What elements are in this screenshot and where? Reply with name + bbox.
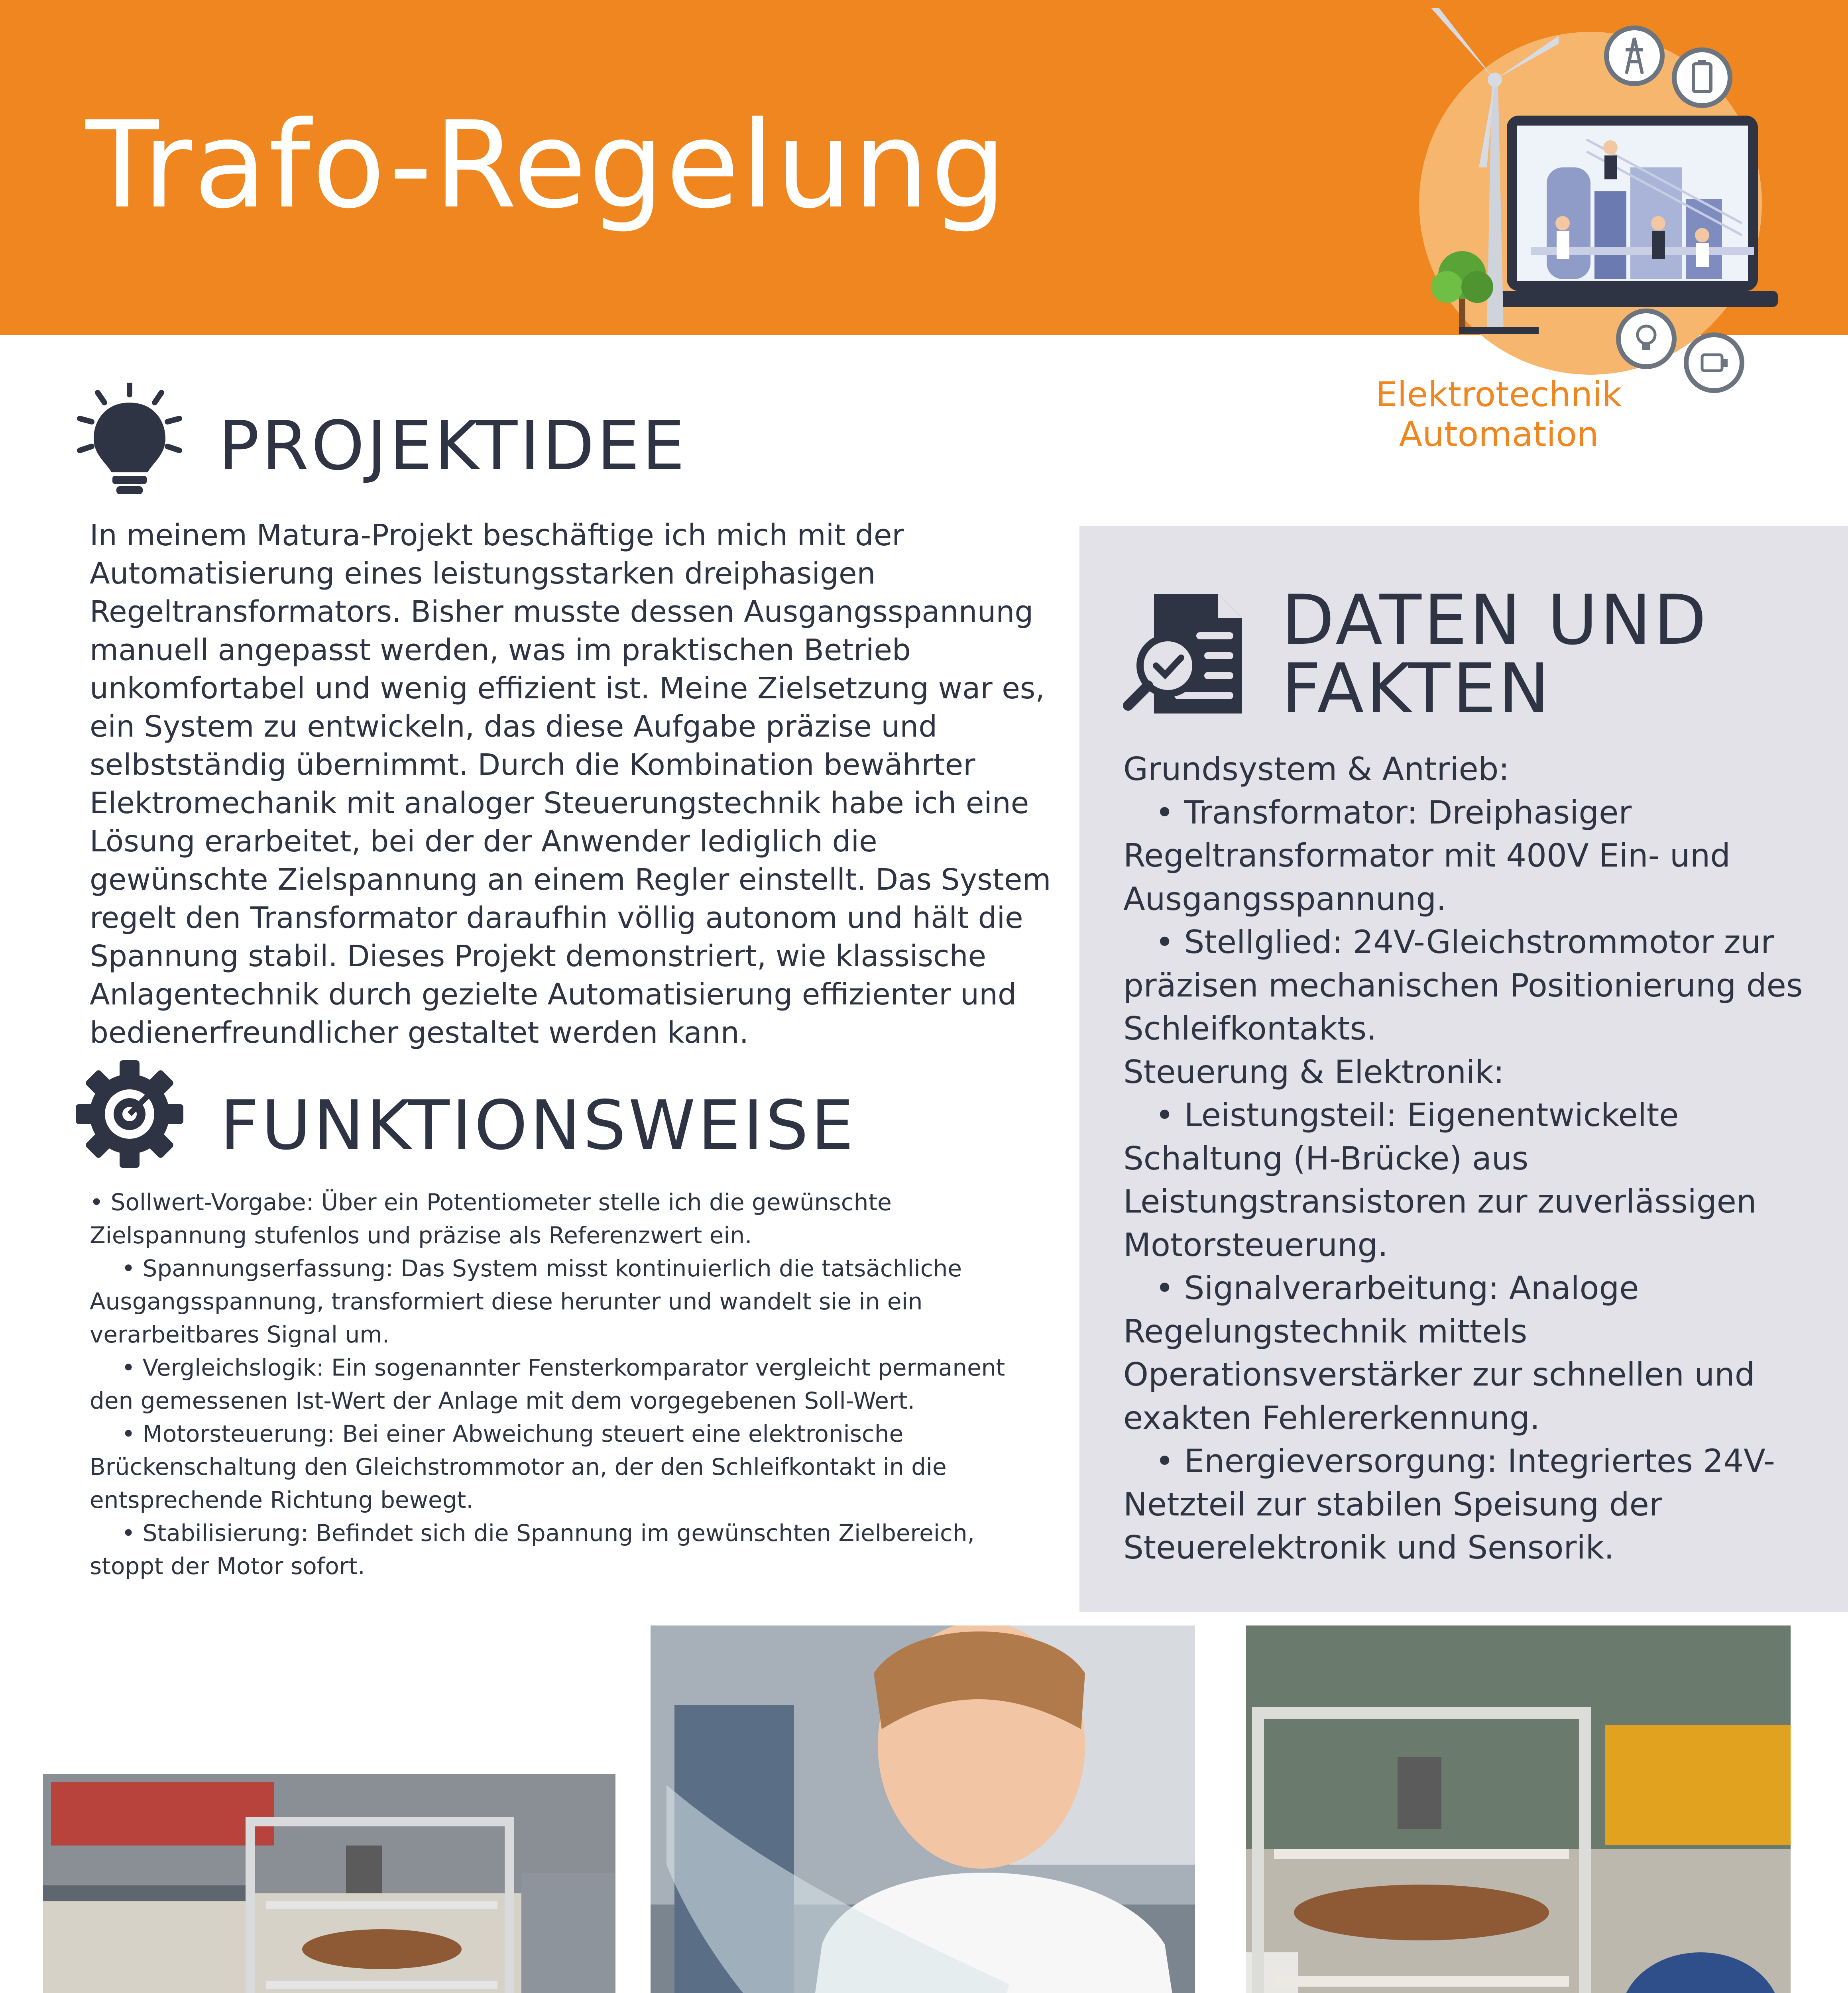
photo-cabinet-closeup — [1246, 1625, 1791, 1993]
list-item: • Leistungsteil: Eigenentwickelte Schaltung (H-Brücke) aus Leistungstransistoren zur zuverlässigen Motorsteuerung. — [1123, 1097, 1757, 1264]
list-item: • Signalverarbeitung: Analoge Regelungstechnik mittels Operationsverstärker zur schnellen und exakten Fehlererkennung. — [1123, 1270, 1755, 1437]
list-item: • Vergleichslogik: Ein sogenannter Fensterkomparator vergleicht permanent den gemessenen Ist-Wert der Anlage mit dem vorgegebenen Soll-Wert. — [90, 1354, 1005, 1414]
daten-heading-line-1: DATEN UND — [1282, 580, 1709, 660]
list-item: • Sollwert-Vorgabe: Über ein Potentiometer stelle ich die gewünschte Zielspannung stufenlos und präzise als Referenzwert ein. — [90, 1189, 892, 1249]
page-title: Trafo-Regelung — [86, 96, 1008, 235]
group-label: Steuerung & Elektronik: — [1123, 1053, 1504, 1091]
document-search-icon — [1122, 590, 1250, 717]
daten-list — [1123, 748, 1837, 1570]
photo-workshop-cabinet — [43, 1774, 615, 1993]
list-item: • Stabilisierung: Befindet sich die Spannung im gewünschten Zielbereich, stoppt der Motor sofort. — [90, 1519, 975, 1580]
group-label: Grundsystem & Antrieb: — [1123, 751, 1510, 788]
department-line-2: Automation — [1399, 415, 1599, 454]
funktionsweise-list — [90, 1186, 1054, 1583]
department-label — [1327, 375, 1670, 454]
projektidee-text: In meinem Matura-Projekt beschäftige ich mich mit der Automatisierung eines leistungsstarken dreiphasigen Regeltransformators. Bisher musste dessen Ausgangsspannung manuell angepasst werden, was im praktischen Betrieb unkomfortabel und wenig effizient ist. Meine Zielsetzung war es, ein System zu entwickeln, das diese Aufgabe präzise und selbstständig übernimmt. Durch die Kombination bewährter Elektromechanik mit analoger Steuerungstechnik habe ich eine Lösung erarbeitet, bei der der Anwender lediglich die gewünschte Zielspannung an einem Regler einstellt. Das System regelt den Transformator daraufhin völlig autonom und hält die Spannung stabil. Dieses Projekt demonstriert, wie klassische Anlagentechnik durch gezielte Automatisierung effizienter und bedienerfreundlicher gestaltet werden kann. — [90, 518, 1051, 1050]
list-item: • Transformator: Dreiphasiger Regeltransformator mit 400V Ein- und Ausgangsspannung. — [1123, 794, 1731, 918]
energy-illustration — [1387, 0, 1786, 399]
department-line-1: Elektrotechnik — [1376, 375, 1622, 415]
daten-heading-line-2: FAKTEN — [1282, 649, 1552, 729]
projektidee-heading: PROJEKTIDEE — [218, 407, 687, 485]
daten-heading — [1282, 580, 1709, 729]
list-item: • Motorsteuerung: Bei einer Abweichung steuert eine elektronische Brückenschaltung den Gleichstrommotor an, der den Schleifkontakt in die entsprechende Richtung bewegt. — [90, 1420, 947, 1513]
list-item: • Energieversorgung: Integriertes 24V-Netzteil zur stabilen Speisung der Steuerelektronik und Sensorik. — [1123, 1443, 1775, 1566]
lightbulb-icon — [76, 383, 183, 498]
gear-target-icon — [76, 1060, 183, 1168]
photo-student-soldering — [651, 1625, 1195, 1993]
list-item: • Stellglied: 24V-Gleichstrommotor zur präzisen mechanischen Positionierung des Schleifkontakts. — [1123, 924, 1803, 1047]
list-item: • Spannungserfassung: Das System misst kontinuierlich die tatsächliche Ausgangsspannung, transformiert diese herunter und wandelt sie in ein verarbeitbares Signal um. — [90, 1255, 962, 1348]
funktionsweise-heading: FUNKTIONSWEISE — [220, 1086, 856, 1165]
